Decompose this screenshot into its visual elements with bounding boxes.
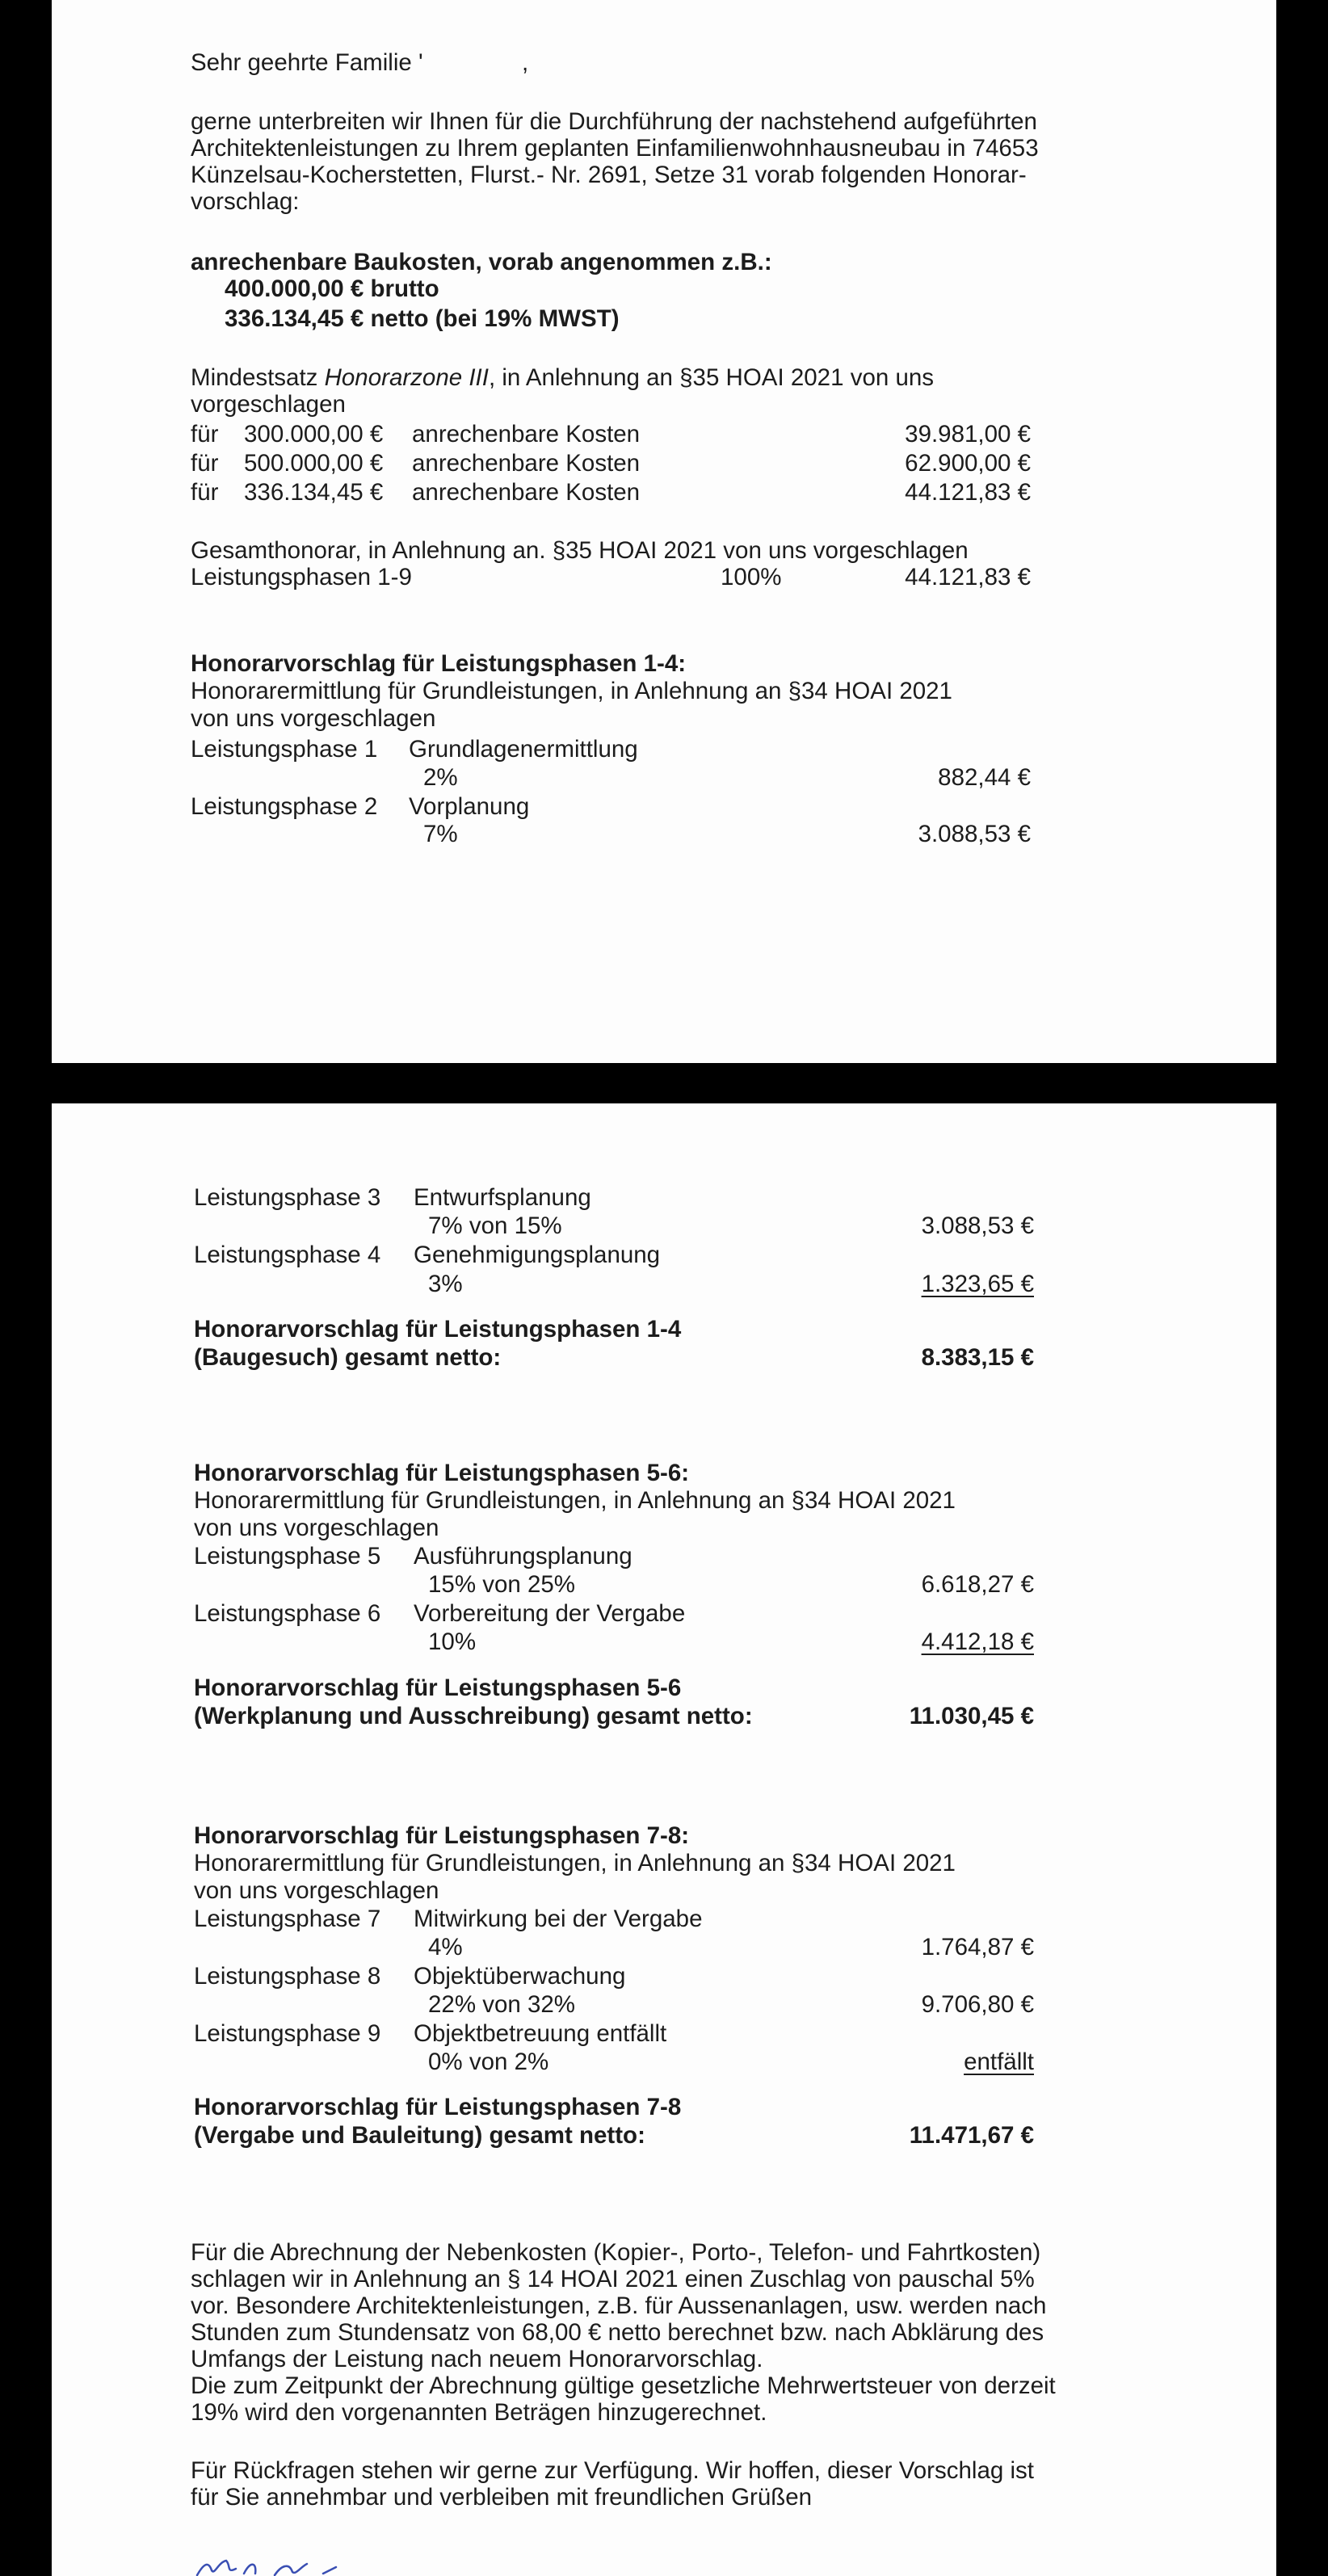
phase-1-percent: 2% — [423, 764, 458, 791]
min-rate-row-3-label: anrechenbare Kosten — [412, 479, 641, 506]
phase-8-fee: 9.706,80 € — [921, 1991, 1034, 2018]
section-1-sub-1: Honorarermittlung für Grundleistungen, in Anlehnung an §34 HOAI 2021 — [191, 678, 952, 704]
notes-line-3: vor. Besondere Architektenleistungen, z.B. für Aussenanlagen, usw. werden nach — [191, 2292, 1047, 2319]
phase-7-name: Mitwirkung bei der Vergabe — [414, 1906, 703, 1932]
section-2-total-line-1: Honorarvorschlag für Leistungsphasen 5-6 — [194, 1675, 682, 1701]
phase-1-name: Grundlagenermittlung — [409, 736, 638, 763]
min-rate-row-3-prefix: für — [191, 479, 219, 506]
costs-net: 336.134,45 € netto (bei 19% MWST) — [225, 305, 620, 332]
signature-image — [194, 2559, 404, 2576]
min-rate-row-2-amount: 500.000,00 € — [244, 450, 384, 477]
section-3-total-line-2: (Vergabe und Bauleitung) gesamt netto: — [194, 2122, 645, 2149]
section-2-sub-2: von uns vorgeschlagen — [194, 1515, 439, 1541]
intro-line-1: gerne unterbreiten wir Ihnen für die Durchführung der nachstehend aufgeführten — [191, 108, 1037, 135]
phase-7-label: Leistungsphase 7 — [194, 1906, 381, 1932]
notes-line-1: Für die Abrechnung der Nebenkosten (Kopier-, Porto-, Telefon- und Fahrtkosten) — [191, 2239, 1041, 2266]
phase-8-percent: 22% von 32% — [428, 1991, 576, 2018]
phase-5-percent: 15% von 25% — [428, 1571, 576, 1598]
notes-line-7: 19% wird den vorgenannten Beträgen hinzugerechnet. — [191, 2399, 767, 2426]
min-rate-row-3-amount: 336.134,45 € — [244, 479, 384, 506]
section-2-total-fee: 11.030,45 € — [909, 1703, 1034, 1729]
phase-2-percent: 7% — [423, 821, 458, 847]
section-2-heading: Honorarvorschlag für Leistungsphasen 5-6: — [194, 1460, 690, 1486]
phase-2-fee: 3.088,53 € — [918, 821, 1031, 847]
total-fee: 44.121,83 € — [905, 564, 1031, 590]
phase-8-name: Objektüberwachung — [414, 1963, 626, 1990]
phase-7-fee: 1.764,87 € — [921, 1934, 1034, 1960]
phase-5-label: Leistungsphase 5 — [194, 1543, 381, 1570]
letter-page-2 — [52, 1103, 1276, 2576]
closing-line-2: für Sie annehmbar und verbleiben mit freundlichen Grüßen — [191, 2484, 813, 2511]
section-1-total-line-1: Honorarvorschlag für Leistungsphasen 1-4 — [194, 1316, 682, 1343]
section-3-sub-2: von uns vorgeschlagen — [194, 1877, 439, 1904]
intro-line-3: Künzelsau-Kocherstetten, Flurst.- Nr. 2691, Setze 31 vorab folgenden Honorar- — [191, 162, 1027, 188]
phase-3-label: Leistungsphase 3 — [194, 1184, 381, 1211]
min-rate-row-1-label: anrechenbare Kosten — [412, 421, 641, 448]
notes-line-2: schlagen wir in Anlehnung an § 14 HOAI 2021 einen Zuschlag von pauschal 5% — [191, 2266, 1035, 2292]
section-1-sub-2: von uns vorgeschlagen — [191, 705, 436, 732]
phase-1-fee: 882,44 € — [938, 764, 1031, 791]
phase-2-label: Leistungsphase 2 — [191, 793, 378, 820]
intro-line-2: Architektenleistungen zu Ihrem geplanten Einfamilienwohnhausneubau in 74653 — [191, 135, 1039, 162]
min-rate-row-1-amount: 300.000,00 € — [244, 421, 384, 448]
total-percent: 100% — [721, 564, 782, 590]
phase-4-name: Genehmigungsplanung — [414, 1242, 661, 1268]
min-rate-row-1-prefix: für — [191, 421, 219, 448]
salutation: Sehr geehrte Familie ' — [191, 49, 423, 76]
section-3-heading: Honorarvorschlag für Leistungsphasen 7-8: — [194, 1822, 690, 1849]
total-line-1: Gesamthonorar, in Anlehnung an. §35 HOAI 2021 von uns vorgeschlagen — [191, 537, 969, 564]
closing-line-1: Für Rückfragen stehen wir gerne zur Verfügung. Wir hoffen, dieser Vorschlag ist — [191, 2457, 1034, 2484]
intro-line-4: vorschlag: — [191, 188, 300, 215]
total-label: Leistungsphasen 1-9 — [191, 564, 412, 590]
min-rate-row-2-label: anrechenbare Kosten — [412, 450, 641, 477]
phase-9-label: Leistungsphase 9 — [194, 2020, 381, 2047]
phase-6-name: Vorbereitung der Vergabe — [414, 1600, 686, 1627]
costs-gross: 400.000,00 € brutto — [225, 275, 439, 302]
phase-9-name: Objektbetreuung entfällt — [414, 2020, 667, 2047]
min-rate-row-2-prefix: für — [191, 450, 219, 477]
phase-8-label: Leistungsphase 8 — [194, 1963, 381, 1990]
salutation-comma: , — [522, 49, 529, 76]
phase-9-fee: entfällt — [964, 2049, 1034, 2075]
phase-1-label: Leistungsphase 1 — [191, 736, 378, 763]
min-rate-row-2-fee: 62.900,00 € — [905, 450, 1031, 477]
phase-3-percent: 7% von 15% — [428, 1212, 562, 1239]
notes-line-4: Stunden zum Stundensatz von 68,00 € netto berechnet bzw. nach Abklärung des — [191, 2319, 1044, 2346]
min-rate-row-3-fee: 44.121,83 € — [905, 479, 1031, 506]
letter-page-1 — [52, 0, 1276, 1063]
phase-3-fee: 3.088,53 € — [921, 1212, 1034, 1239]
section-3-total-fee: 11.471,67 € — [909, 2122, 1034, 2149]
section-3-sub-1: Honorarermittlung für Grundleistungen, in Anlehnung an §34 HOAI 2021 — [194, 1850, 956, 1876]
phase-5-fee: 6.618,27 € — [921, 1571, 1034, 1598]
section-1-total-fee: 8.383,15 € — [921, 1344, 1034, 1371]
min-rate-row-1-fee: 39.981,00 € — [905, 421, 1031, 448]
phase-3-name: Entwurfsplanung — [414, 1184, 591, 1211]
section-2-sub-1: Honorarermittlung für Grundleistungen, in Anlehnung an §34 HOAI 2021 — [194, 1487, 956, 1514]
section-2-total-line-2: (Werkplanung und Ausschreibung) gesamt netto: — [194, 1703, 753, 1729]
phase-4-label: Leistungsphase 4 — [194, 1242, 381, 1268]
phase-4-fee: 1.323,65 € — [921, 1271, 1034, 1297]
min-rate-line-1: Mindestsatz Honorarzone III, in Anlehnung an §35 HOAI 2021 von uns — [191, 364, 935, 391]
phase-7-percent: 4% — [428, 1934, 463, 1960]
phase-4-percent: 3% — [428, 1271, 463, 1297]
phase-6-label: Leistungsphase 6 — [194, 1600, 381, 1627]
notes-line-6: Die zum Zeitpunkt der Abrechnung gültige gesetzliche Mehrwertsteuer von derzeit — [191, 2372, 1056, 2399]
phase-2-name: Vorplanung — [409, 793, 530, 820]
section-1-heading: Honorarvorschlag für Leistungsphasen 1-4: — [191, 650, 687, 677]
min-rate-line-2: vorgeschlagen — [191, 391, 346, 418]
section-3-total-line-1: Honorarvorschlag für Leistungsphasen 7-8 — [194, 2094, 682, 2120]
phase-5-name: Ausführungsplanung — [414, 1543, 632, 1570]
notes-line-5: Umfangs der Leistung nach neuem Honorarvorschlag. — [191, 2346, 763, 2372]
costs-heading: anrechenbare Baukosten, vorab angenommen z.B.: — [191, 249, 772, 275]
phase-6-percent: 10% — [428, 1628, 477, 1655]
phase-6-fee: 4.412,18 € — [921, 1628, 1034, 1655]
section-1-total-line-2: (Baugesuch) gesamt netto: — [194, 1344, 502, 1371]
phase-9-percent: 0% von 2% — [428, 2049, 549, 2075]
